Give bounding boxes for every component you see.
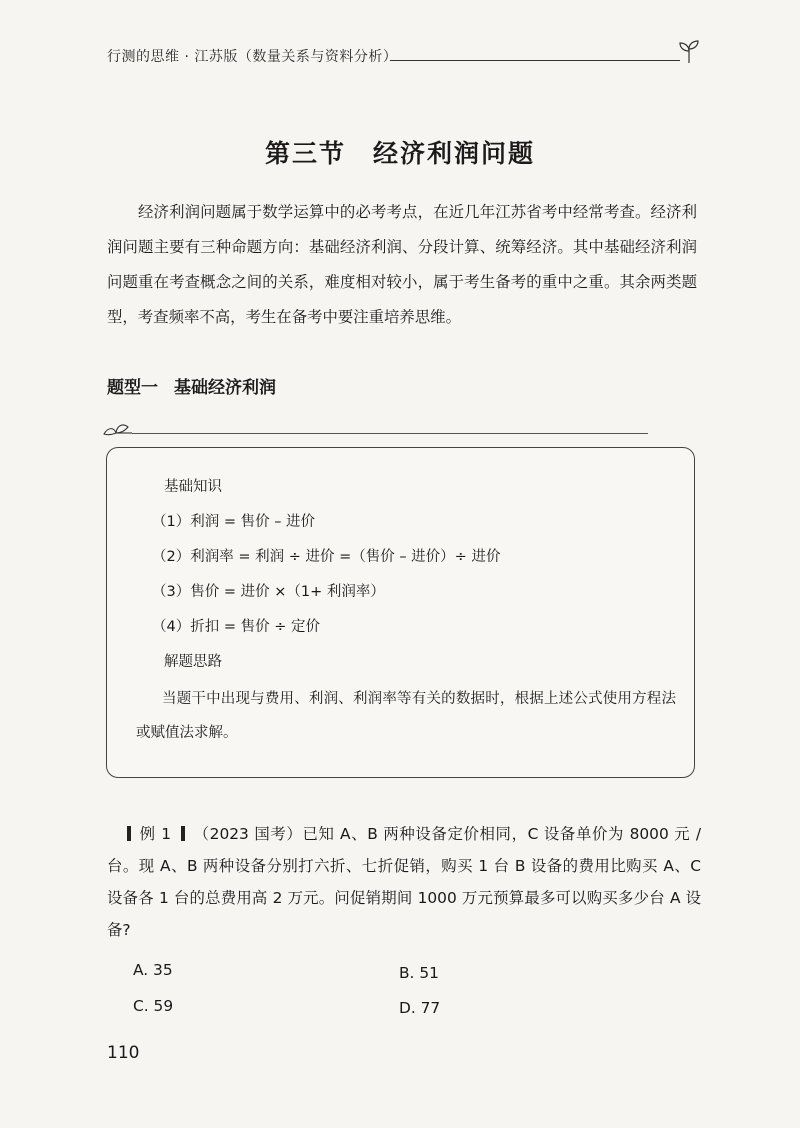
- sprout-icon: [102, 419, 132, 445]
- example-question: [107, 818, 701, 946]
- formula-1: （1）利润 = 售价 – 进价: [152, 514, 316, 530]
- example-label: 例 1: [139, 825, 171, 843]
- example-source: （2023 国考）: [193, 825, 303, 843]
- option-d: D. 77: [399, 999, 441, 1017]
- header-rule: [390, 60, 680, 61]
- question-type-label: 题型一: [107, 378, 158, 398]
- intro-paragraph: 经济利润问题属于数学运算中的必考考点，在近几年江苏省考中经常考查。经济利润问题主要有三种命题方向：基础经济利润、分段计算、统筹经济。其中基础经济利润问题重在考查概念之间的关系，难度相对较小，属于考生备考的重中之重。其余两类题型，考查频率不高，考生在备考中要注重培养思维。: [107, 203, 697, 326]
- running-header: 行测的思维 · 江苏版（数量关系与资料分析）: [107, 49, 398, 65]
- subsection-title: [107, 373, 276, 398]
- sprout-icon: [676, 38, 702, 68]
- label-bar-left: [127, 826, 131, 841]
- formula-4: （4）折扣 = 售价 ÷ 定价: [152, 619, 320, 635]
- option-a: A. 35: [133, 961, 173, 979]
- box-divider-line: [132, 433, 648, 434]
- option-c: C. 59: [133, 997, 174, 1015]
- question-type-name: 基础经济利润: [174, 378, 276, 398]
- formula-2: （2）利润率 = 利润 ÷ 进价 =（售价 – 进价）÷ 进价: [152, 549, 501, 565]
- label-bar-right: [181, 826, 185, 841]
- formula-3: （3）售价 = 进价 ×（1+ 利润率）: [152, 584, 385, 600]
- approach-text: 当题干中出现与费用、利润、利润率等有关的数据时，根据上述公式使用方程法或赋值法求解。: [136, 691, 676, 741]
- option-b: B. 51: [399, 964, 439, 982]
- knowledge-heading: 基础知识: [164, 479, 222, 495]
- section-title: 第三节 经济利润问题: [264, 139, 535, 168]
- page-number: 110: [107, 1043, 140, 1063]
- example-question-text: 已知 A、B 两种设备定价相同，C 设备单价为 8000 元 / 台。现 A、B 两种设备分别打六折、七折促销，购买 1 台 B 设备的费用比购买 A、C 设备各 1 台的总费用高 2 万元。问促销期间 1000 万元预算最多可以购买多少台 A 设备?: [107, 825, 702, 939]
- approach-heading: 解题思路: [164, 654, 222, 670]
